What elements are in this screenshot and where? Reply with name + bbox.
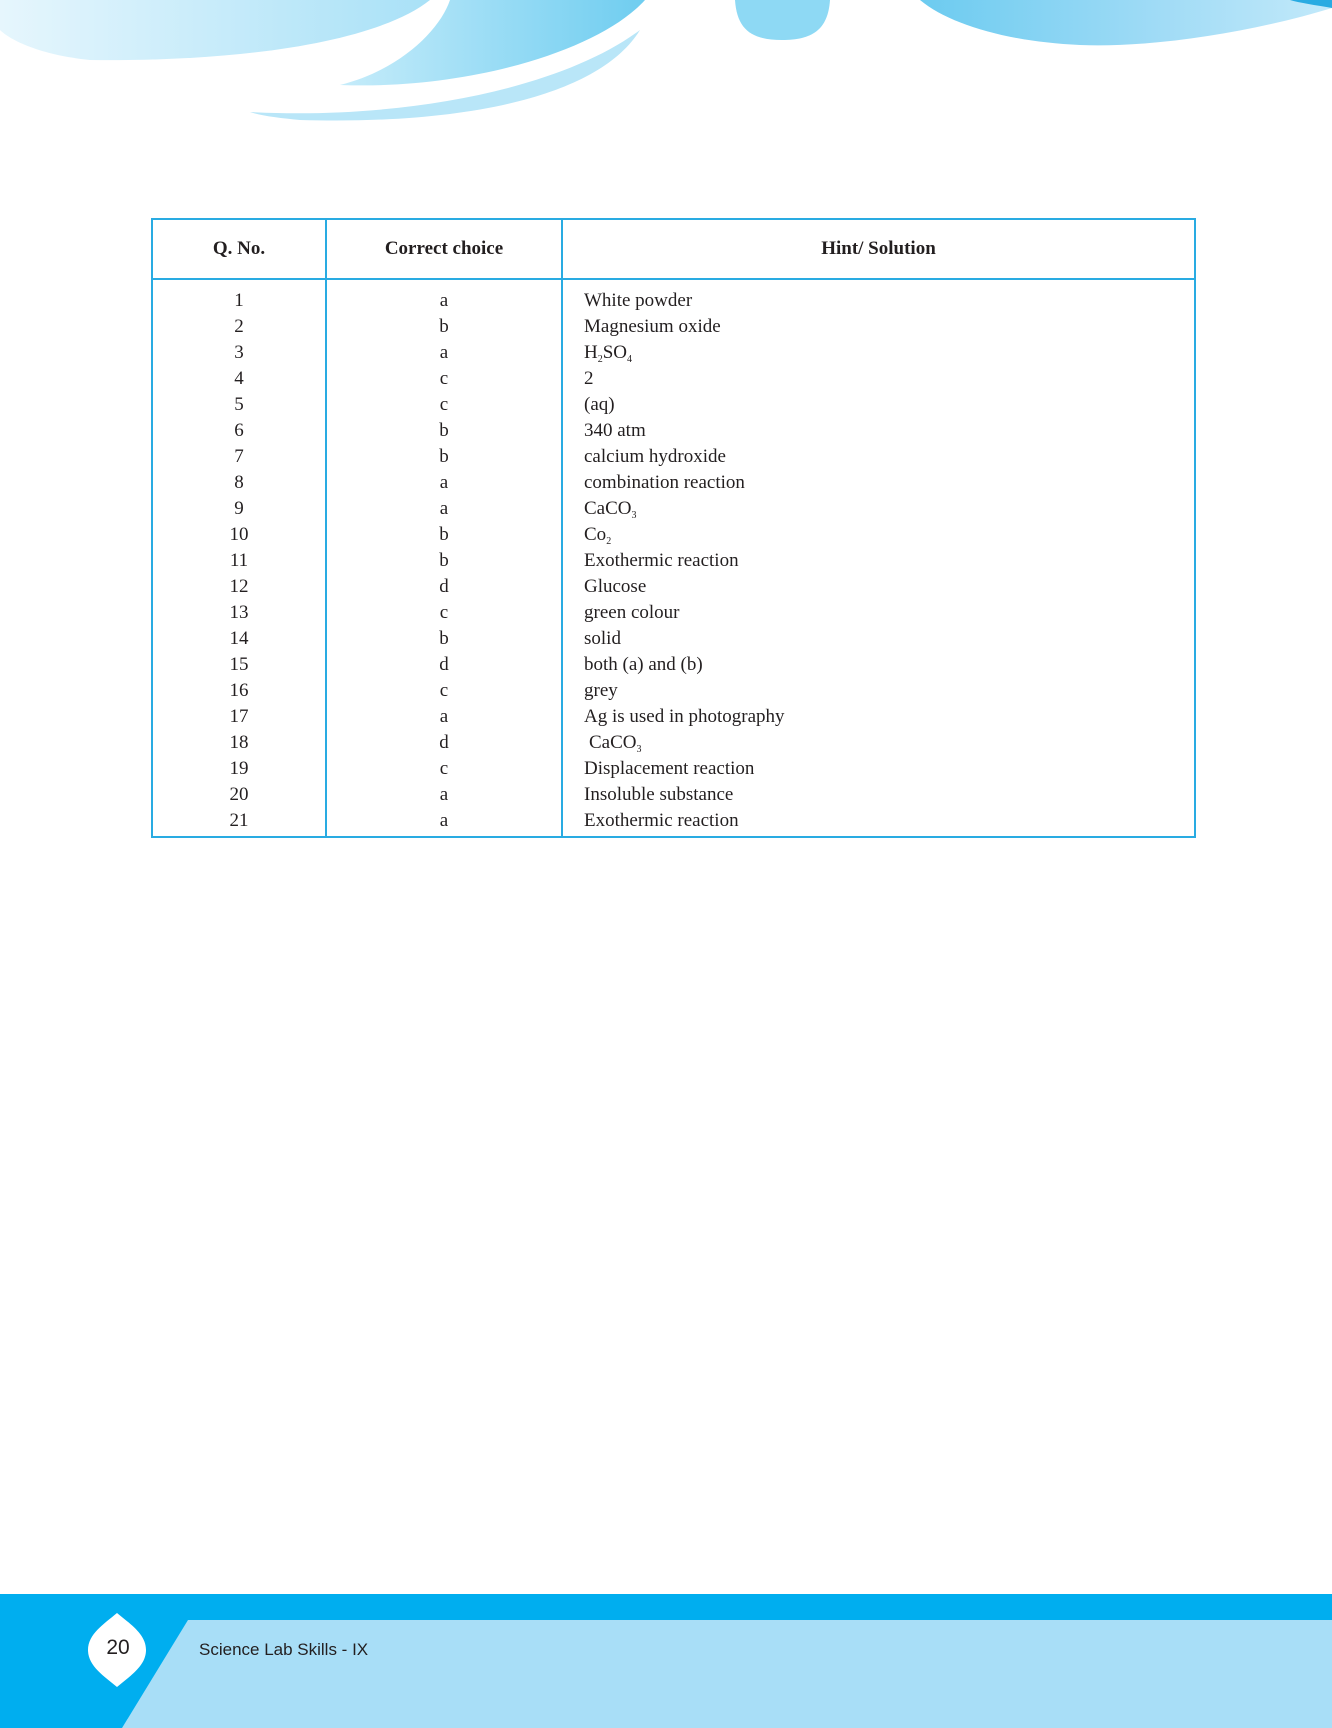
cell-hint: (aq) — [584, 394, 615, 415]
cell-qno: 6 — [152, 418, 326, 444]
table-row — [152, 626, 1195, 652]
cell-qno: 17 — [152, 704, 326, 730]
cell-choice: a — [326, 496, 562, 522]
cell-choice: b — [326, 314, 562, 340]
table-row — [152, 678, 1195, 704]
cell-choice: c — [326, 678, 562, 704]
header-hint-solution: Hint/ Solution — [562, 219, 1195, 279]
table-row — [152, 548, 1195, 574]
table-row — [152, 730, 1195, 756]
cell-hint: Displacement reaction — [584, 758, 755, 779]
formula-text: CaCO — [584, 498, 632, 519]
book-title: Science Lab Skills - IX — [199, 1640, 369, 1659]
formula-subscript: 4 — [627, 354, 633, 365]
table-row — [152, 314, 1195, 340]
header-decoration — [0, 0, 1332, 130]
cell-qno: 11 — [152, 548, 326, 574]
cell-qno: 9 — [152, 496, 326, 522]
cell-qno: 4 — [152, 366, 326, 392]
cell-hint: Exothermic reaction — [584, 550, 739, 571]
formula-subscript: 3 — [636, 744, 642, 755]
formula-subscript: 3 — [631, 510, 637, 521]
cell-choice: b — [326, 522, 562, 548]
table-row — [152, 574, 1195, 600]
table-row — [152, 279, 1195, 314]
table-row — [152, 366, 1195, 392]
cell-hint — [562, 522, 1195, 548]
formula-subscript: 2 — [606, 536, 612, 547]
header-correct-choice: Correct choice — [326, 219, 562, 279]
cell-qno: 10 — [152, 522, 326, 548]
cell-hint: Exothermic reaction — [584, 810, 739, 831]
cell-hint: Ag is used in photography — [584, 706, 785, 727]
cell-qno: 2 — [152, 314, 326, 340]
table-row — [152, 600, 1195, 626]
cell-qno: 18 — [152, 730, 326, 756]
header-swoosh-right — [920, 0, 1332, 45]
table-row — [152, 704, 1195, 730]
cell-hint — [562, 730, 1195, 756]
cell-choice: a — [326, 470, 562, 496]
cell-choice: b — [326, 444, 562, 470]
table-row — [152, 808, 1195, 837]
cell-hint — [562, 340, 1195, 366]
cell-hint: solid — [584, 628, 621, 649]
cell-hint: 2 — [584, 368, 594, 389]
cell-qno: 7 — [152, 444, 326, 470]
header-qno: Q. No. — [152, 219, 326, 279]
formula-text: SO — [602, 342, 628, 363]
cell-hint: Magnesium oxide — [584, 316, 721, 337]
formula-text: Co — [584, 524, 607, 545]
table-row — [152, 444, 1195, 470]
cell-qno: 3 — [152, 340, 326, 366]
cell-choice: d — [326, 730, 562, 756]
table-row — [152, 522, 1195, 548]
footer-light-panel — [122, 1620, 1332, 1728]
cell-hint: Glucose — [584, 576, 647, 597]
cell-qno: 20 — [152, 782, 326, 808]
cell-hint: combination reaction — [584, 472, 745, 493]
cell-qno: 5 — [152, 392, 326, 418]
answer-key-table — [151, 218, 1196, 838]
cell-qno: 12 — [152, 574, 326, 600]
cell-choice: c — [326, 600, 562, 626]
table-row — [152, 470, 1195, 496]
cell-hint: green colour — [584, 602, 680, 623]
cell-choice: c — [326, 366, 562, 392]
cell-qno: 1 — [152, 279, 326, 314]
cell-qno: 16 — [152, 678, 326, 704]
cell-choice: a — [326, 808, 562, 837]
cell-choice: a — [326, 782, 562, 808]
table-row — [152, 652, 1195, 678]
table-row — [152, 392, 1195, 418]
cell-hint: both (a) and (b) — [584, 654, 703, 675]
cell-qno: 8 — [152, 470, 326, 496]
formula-subscript: 2 — [597, 354, 603, 365]
page-number: 20 — [106, 1636, 130, 1659]
cell-choice: d — [326, 652, 562, 678]
cell-hint: calcium hydroxide — [584, 446, 726, 467]
cell-choice: b — [326, 548, 562, 574]
cell-qno: 14 — [152, 626, 326, 652]
table-row — [152, 340, 1195, 366]
cell-choice: a — [326, 704, 562, 730]
table-row — [152, 418, 1195, 444]
header-drop — [735, 0, 830, 40]
formula-text: H — [584, 342, 598, 363]
table-header-row — [152, 219, 1195, 279]
cell-choice: d — [326, 574, 562, 600]
table-row — [152, 756, 1195, 782]
cell-choice: a — [326, 279, 562, 314]
cell-qno: 13 — [152, 600, 326, 626]
cell-choice: b — [326, 418, 562, 444]
cell-hint: grey — [584, 680, 618, 701]
cell-qno: 15 — [152, 652, 326, 678]
formula-text: CaCO — [589, 732, 637, 753]
table-row — [152, 782, 1195, 808]
header-swoosh-left — [0, 0, 430, 60]
cell-choice: c — [326, 756, 562, 782]
cell-hint: 340 atm — [584, 420, 646, 441]
cell-hint: White powder — [584, 290, 693, 311]
cell-choice: c — [326, 392, 562, 418]
cell-hint: Insoluble substance — [584, 784, 734, 805]
cell-qno: 21 — [152, 808, 326, 837]
cell-hint — [562, 496, 1195, 522]
cell-choice: a — [326, 340, 562, 366]
table-row — [152, 496, 1195, 522]
cell-qno: 19 — [152, 756, 326, 782]
cell-choice: b — [326, 626, 562, 652]
